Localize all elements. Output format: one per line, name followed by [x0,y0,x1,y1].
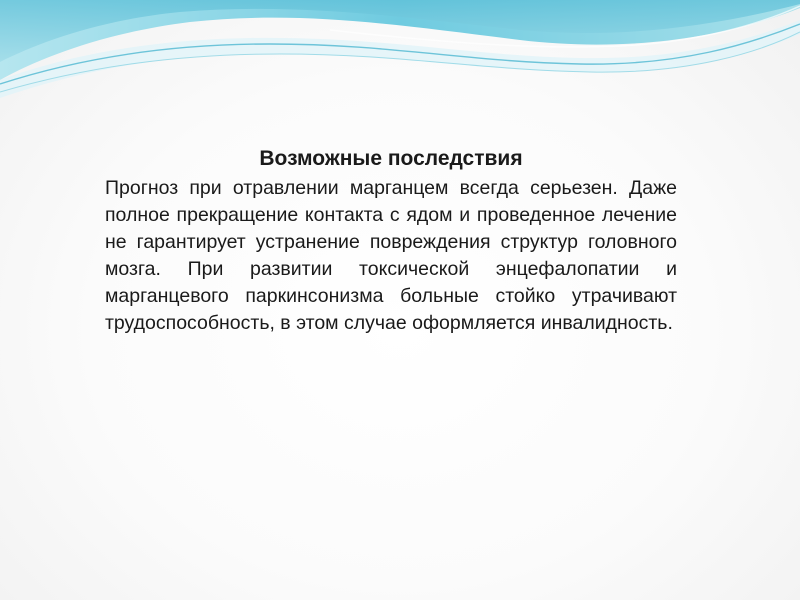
slide-title: Возможные последствия [259,147,523,170]
slide-body-text: Прогноз при отравлении марганцем всегда серьезен. Даже полное прекращение контакта с ядом и проведенное лечение не гарантирует устранение повреждения структур головного мозга. При развитии токсической энцефалопатии и марганцевого паркинсонизма больные стойко утрачивают трудоспособность, в этом случае оформляется инвалидность. [105,177,677,334]
wave-decoration [0,0,800,110]
text-block [105,145,677,337]
